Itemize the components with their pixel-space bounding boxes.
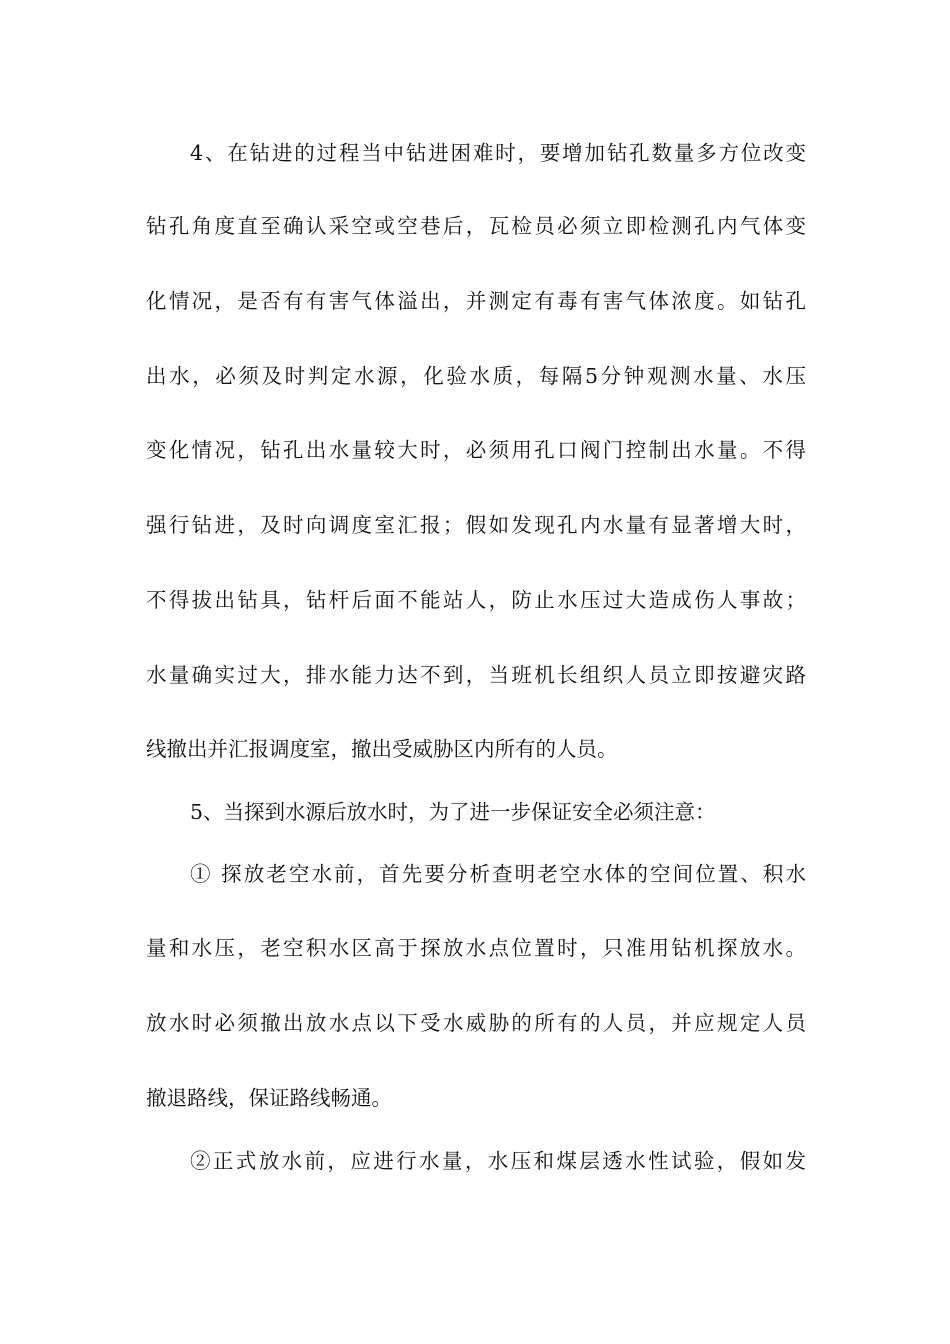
paragraph-4-line-8: 水量确实过大，排水能力达不到，当班机长组织人员立即按避灾路 — [146, 663, 806, 687]
paragraph-4-line-6: 强行钻进，及时向调度室汇报；假如发现孔内水量有显著增大时， — [146, 513, 806, 537]
paragraph-4-line-5: 变化情况，钻孔出水量较大时，必须用孔口阀门控制出水量。不得 — [146, 438, 806, 462]
item-2-line-1: ②正式放水前，应进行水量，水压和煤层透水性试验，假如发 — [190, 1149, 806, 1173]
item-1-line-2: 量和水压，老空积水区高于探放水点位置时，只准用钻机探放水。 — [146, 936, 806, 960]
item-1-line-4: 撤退路线，保证路线畅通。 — [146, 1086, 392, 1110]
item-1-line-1: ① 探放老空水前，首先要分析查明老空水体的空间位置、积水 — [190, 862, 806, 886]
paragraph-4-line-4: 出水，必须及时判定水源，化验水质，每隔5分钟观测水量、水压 — [146, 364, 806, 388]
item-1-line-3: 放水时必须撤出放水点以下受水威胁的所有的人员，并应规定人员 — [146, 1011, 806, 1035]
paragraph-4-line-1: 4、在钻进的过程当中钻进困难时，要增加钻孔数量多方位改变 — [190, 141, 806, 165]
paragraph-4-line-2: 钻孔角度直至确认采空或空巷后，瓦检员必须立即检测孔内气体变 — [146, 214, 806, 238]
paragraph-4-line-3: 化情况，是否有有害气体溢出，并测定有毒有害气体浓度。如钻孔 — [146, 289, 806, 313]
paragraph-4-line-9: 线撤出并汇报调度室，撤出受威胁区内所有的人员。 — [146, 737, 618, 761]
paragraph-5-heading: 5、当探到水源后放水时，为了进一步保证安全必须注意： — [190, 800, 716, 824]
paragraph-4-line-7: 不得拔出钻具，钻杆后面不能站人，防止水压过大造成伤人事故； — [146, 588, 806, 612]
